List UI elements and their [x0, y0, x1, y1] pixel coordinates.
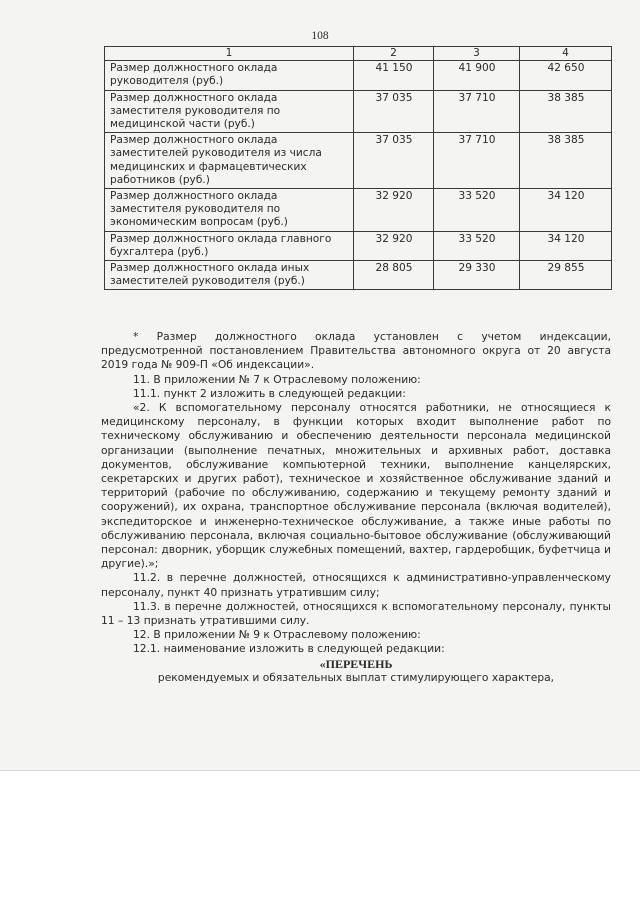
column-header: 3 [434, 47, 520, 61]
row-label: Размер должностного оклада заместителя руководителя по экономическим вопросам (руб.) [105, 189, 354, 232]
list-heading: «ПЕРЕЧЕНЬ [319, 656, 393, 671]
salary-value: 32 920 [354, 189, 434, 232]
paragraph-12-1: 12.1. наименование изложить в следующей редакции: [133, 642, 445, 656]
salary-value: 42 650 [520, 61, 612, 90]
table-row [105, 261, 612, 290]
table-row [105, 189, 612, 232]
paragraph-12: 12. В приложении № 9 к Отраслевому положению: [133, 628, 421, 642]
salary-value: 37 035 [354, 133, 434, 189]
salary-value: 34 120 [520, 231, 612, 260]
salary-value: 34 120 [520, 189, 612, 232]
salary-value: 28 805 [354, 261, 434, 290]
row-label: Размер должностного оклада иных заместителей руководителя (руб.) [105, 261, 354, 290]
list-subheading: рекомендуемых и обязательных выплат стимулирующего характера, [157, 670, 555, 684]
paragraph-11-1: 11.1. пункт 2 изложить в следующей редакции: [133, 386, 406, 400]
salary-value: 32 920 [354, 231, 434, 260]
document-body [101, 330, 611, 685]
table-row [105, 61, 612, 90]
blank-area [0, 771, 640, 906]
salary-value: 37 710 [434, 133, 520, 189]
salary-value: 41 150 [354, 61, 434, 90]
salary-value: 29 330 [434, 261, 520, 290]
row-label: Размер должностного оклада заместителя руководителя по медицинской части (руб.) [105, 90, 354, 133]
row-label: Размер должностного оклада руководителя (руб.) [105, 61, 354, 90]
page-number: 108 [311, 30, 329, 42]
column-header: 4 [520, 47, 612, 61]
table-header-row [105, 47, 612, 61]
paragraph-11-2: 11.2. в перечне должностей, относящихся к административно-управленческому персоналу, пункт 40 признать утратившим силу; [101, 571, 611, 599]
salary-value: 37 035 [354, 90, 434, 133]
row-label: Размер должностного оклада заместителей руководителя из числа медицинских и фармацевтических работников (руб.) [105, 133, 354, 189]
salary-value: 33 520 [434, 231, 520, 260]
salary-value: 37 710 [434, 90, 520, 133]
table-row [105, 231, 612, 260]
paragraph-11-3: 11.3. в перечне должностей, относящихся к вспомогательному персоналу, пункты 11 – 13 признать утратившими силу. [101, 599, 611, 628]
salary-value: 33 520 [434, 189, 520, 232]
column-header: 1 [105, 47, 354, 61]
salary-value: 41 900 [434, 61, 520, 90]
footnote: * Размер должностного оклада установлен с учетом индексации, предусмотренной постановлением Правительства автономного округа от 20 августа 2019 года № 909-П «Об индексации». [101, 330, 611, 372]
paragraph-11: 11. В приложении № 7 к Отраслевому положению: [133, 372, 421, 386]
column-header: 2 [354, 47, 434, 61]
table-row [105, 90, 612, 133]
row-label: Размер должностного оклада главного бухгалтера (руб.) [105, 231, 354, 260]
salary-table [104, 46, 612, 290]
salary-value: 38 385 [520, 133, 612, 189]
table-row [105, 133, 612, 189]
quoted-clause-2: «2. К вспомогательному персоналу относятся работники, не относящиеся к медицинскому персоналу, в функции которых входит выполнение работ по техническому обслуживанию и обеспечению деятельности персонала медицинской организации (выполнение печатных, множительных и архивных работ, доставка документов, обслуживание компьютерной техники, выполнение канцелярских, секретарских и других работ), техническое и хозяйственное обслуживание зданий и территорий (рабочие по обслуживанию, содержанию и текущему ремонту зданий и сооружений), их охрана, транспортное обслуживание персонала (включая водителей), экспедиторское и инженерно-техническое обслуживание, а также иные работы по обслуживанию персонала, включая социально-бытовое обслуживание (обслуживающий персонал: дворник, уборщик служебных помещений, вахтер, гардеробщик, буфетчица и другие).»; [101, 401, 611, 571]
salary-value: 29 855 [520, 261, 612, 290]
salary-value: 38 385 [520, 90, 612, 133]
